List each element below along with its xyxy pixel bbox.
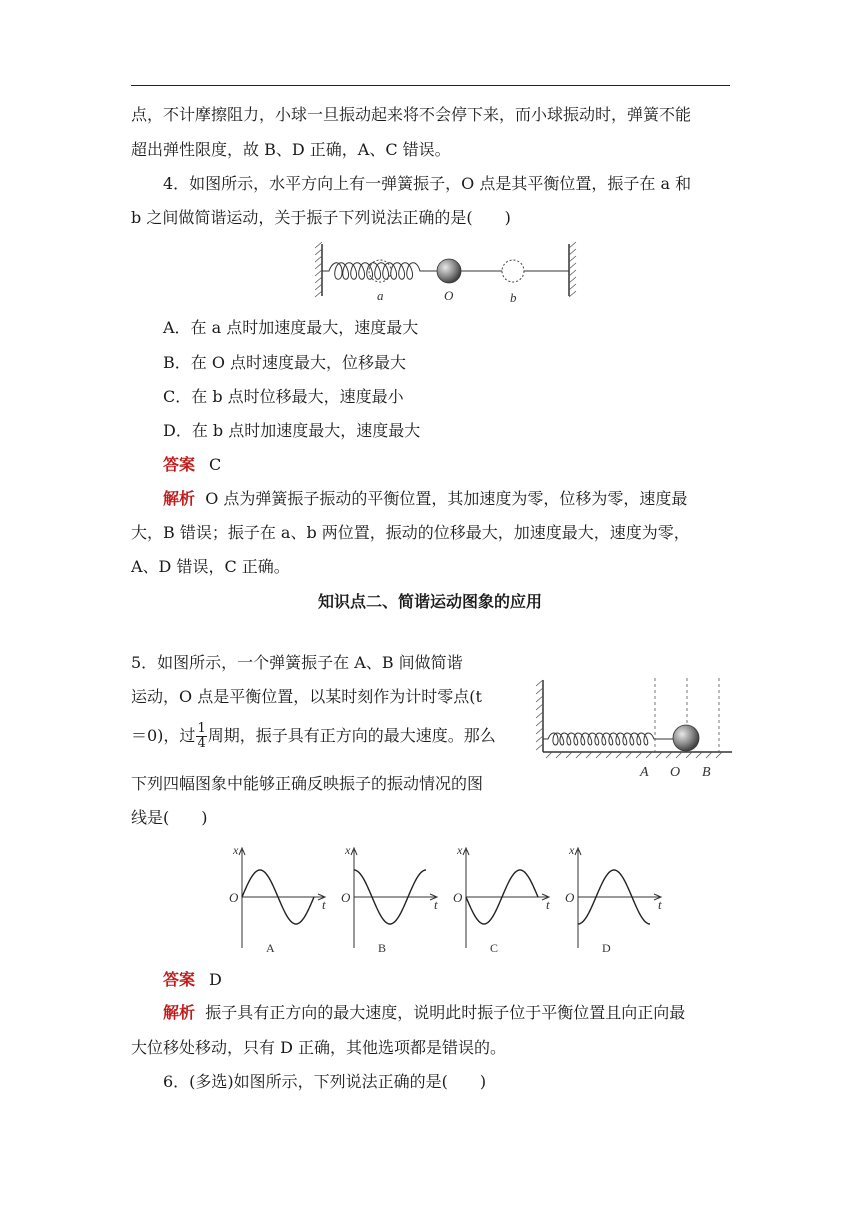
graph-C-t-label: t xyxy=(546,897,550,912)
graph-B-t-label: t xyxy=(434,897,438,912)
section-heading: 知识点二、简谐运动图象的应用 xyxy=(317,592,542,611)
graph-B-x-label: x xyxy=(345,843,351,857)
q5-answer-value: D xyxy=(209,970,222,989)
q4-spring-figure xyxy=(315,238,575,308)
q4-option-c: C．在 b 点时位移最大，速度最小 xyxy=(163,387,404,406)
q4-label-O: O xyxy=(444,288,454,303)
q5-answer-label: 答案 xyxy=(163,970,196,989)
q4-answer-value: C xyxy=(209,455,222,474)
graph-D-letter: D xyxy=(602,941,611,955)
q5-stem-line-5: 线是( ) xyxy=(131,808,208,827)
q5-stem-line-3-post: 周期，振子具有正方向的最大速度。那么 xyxy=(207,726,496,745)
q4-answer xyxy=(163,453,763,477)
q5-analysis-text-1: 振子具有正方向的最大速度，说明此时振子位于平衡位置且向正向最 xyxy=(205,1003,686,1022)
q4-label-a: a xyxy=(377,288,384,303)
q4-stem-line-1: 4．如图所示，水平方向上有一弹簧振子，O 点是其平衡位置，振子在 a 和 xyxy=(163,174,692,193)
q5-stem-line-4: 下列四幅图象中能够正确反映振子的振动情况的图 xyxy=(131,774,484,793)
q5-graphs xyxy=(222,840,682,960)
header-rule xyxy=(131,85,730,86)
graph-B-letter: B xyxy=(378,941,387,955)
graph-B xyxy=(341,843,438,955)
q5-analysis-line-1 xyxy=(163,1001,763,1025)
q4-option-a: A．在 a 点时加速度最大，速度最大 xyxy=(163,318,419,337)
q4-stem-line-2: b 之间做简谐运动，关于振子下列说法正确的是( ) xyxy=(131,208,511,227)
q4-ball xyxy=(437,259,461,283)
q5-fraction-numerator: 1 xyxy=(197,721,206,736)
q5-fraction-denominator: 4 xyxy=(197,736,206,751)
graph-D-t-label: t xyxy=(658,897,662,912)
graph-A-x-label: x xyxy=(233,843,239,857)
graph-A xyxy=(229,843,326,955)
q4-label-b: b xyxy=(510,290,517,305)
graph-D xyxy=(565,843,662,955)
graph-A-t-label: t xyxy=(322,897,326,912)
q4-option-d: D．在 b 点时加速度最大，速度最大 xyxy=(163,421,421,440)
q4-analysis-label: 解析 xyxy=(163,489,196,508)
graph-A-origin: O xyxy=(229,890,239,905)
q5-stem-line-3-pre: ＝0)，过 xyxy=(131,726,196,745)
prev-text-line-2: 超出弹性限度，故 B、D 正确，A、C 错误。 xyxy=(131,140,451,159)
graph-C xyxy=(453,843,550,955)
graph-B-origin: O xyxy=(341,890,351,905)
q5-analysis-line-2: 大位移处移动，只有 D 正确，其他选项都是错误的。 xyxy=(131,1038,507,1057)
q5-stem-line-2: 运动，O 点是平衡位置，以某时刻作为计时零点(t xyxy=(131,687,482,706)
q4-analysis-line-3: A、D 错误，C 正确。 xyxy=(131,557,290,576)
q5-spring-figure xyxy=(536,676,736,786)
graph-D-x-label: x xyxy=(569,843,575,857)
q4-analysis-line-1 xyxy=(163,487,763,511)
graph-C-origin: O xyxy=(453,890,463,905)
q4-answer-label: 答案 xyxy=(163,455,196,474)
prev-text-line-1: 点，不计摩擦阻力，小球一旦振动起来将不会停下来，而小球振动时，弹簧不能 xyxy=(131,105,692,124)
q5-ball xyxy=(673,725,699,751)
q5-analysis-label: 解析 xyxy=(163,1003,196,1022)
q5-label-O: O xyxy=(670,765,681,780)
q5-stem-line-3 xyxy=(131,722,521,751)
q5-answer xyxy=(163,968,763,992)
graph-D-origin: O xyxy=(565,890,575,905)
q6-stem-line-1: 6．(多选)如图所示，下列说法正确的是( ) xyxy=(163,1072,487,1091)
graph-C-letter: C xyxy=(490,941,499,955)
q5-fraction xyxy=(196,722,206,751)
q4-analysis-text-1: O 点为弹簧振子振动的平衡位置，其加速度为零，位移为零，速度最 xyxy=(205,489,688,508)
q4-analysis-line-2: 大，B 错误；振子在 a、b 两位置，振动的位移最大，加速度最大，速度为零， xyxy=(131,523,690,542)
q4-option-b: B．在 O 点时速度最大，位移最大 xyxy=(163,353,407,372)
graph-C-x-label: x xyxy=(457,843,463,857)
q5-label-A: A xyxy=(640,765,649,780)
graph-A-letter: A xyxy=(266,941,275,955)
q5-label-B: B xyxy=(702,765,711,780)
q5-stem-line-1: 5．如图所示，一个弹簧振子在 A、B 间做简谐 xyxy=(131,653,463,672)
